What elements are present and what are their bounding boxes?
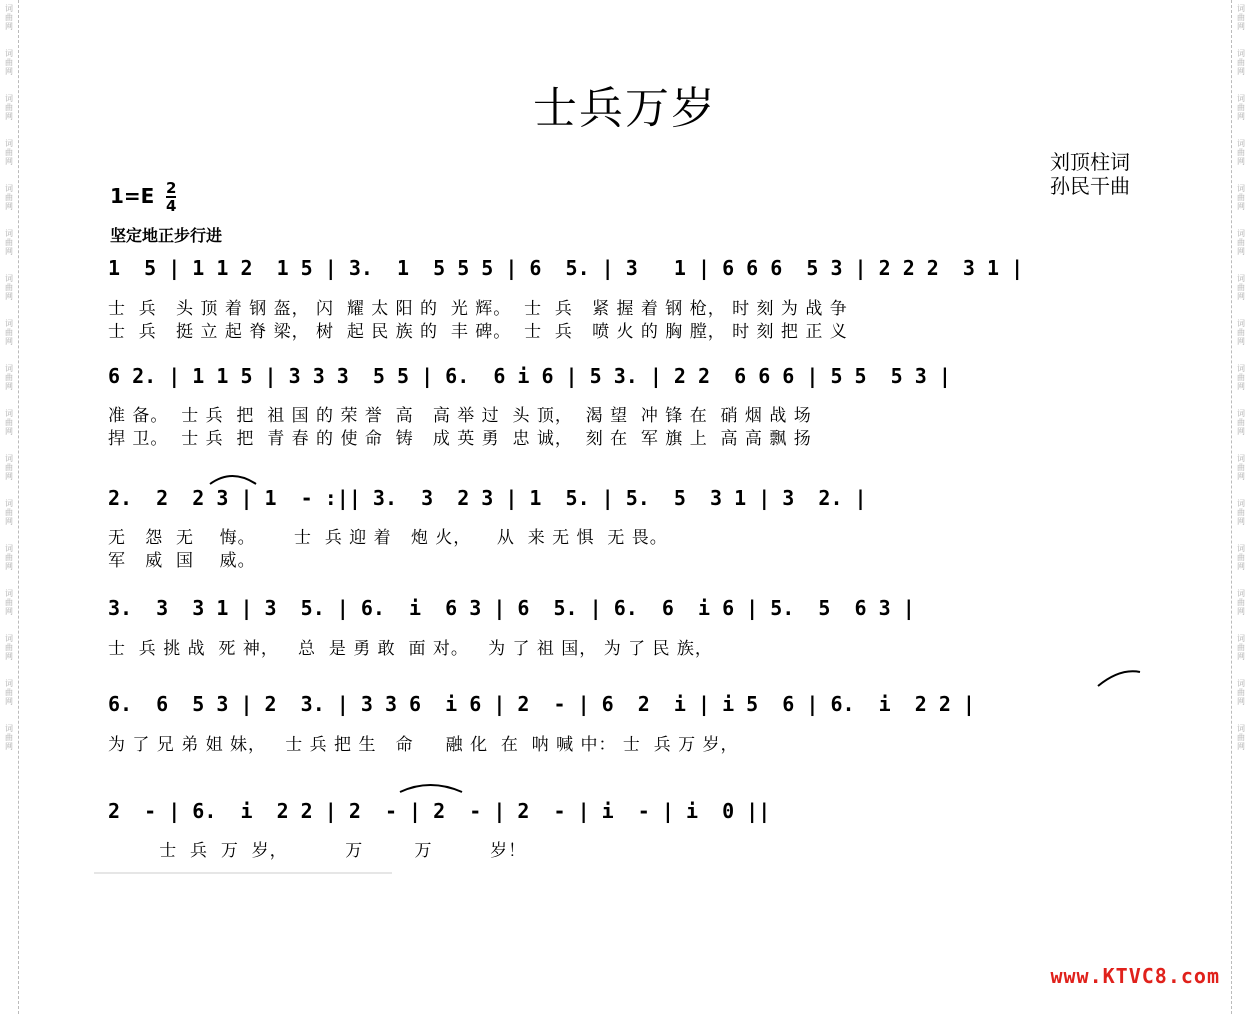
notation-line-2: 6 2. | 1 1 5 | 3 3 3 5 5 | 6. 6 i 6 | 5 3. | 2 2 6 6 6 | 5 5 5 3 | xyxy=(108,364,951,388)
slur-arc xyxy=(1098,671,1140,686)
notation-line-6: 2 - | 6. i 2 2 | 2 - | 2 - | 2 - | i - | i 0 || xyxy=(108,799,771,823)
slur-arc xyxy=(400,785,462,792)
time-signature-numerator: 2 xyxy=(166,179,177,197)
watermark-text: 词 曲 网 词 曲 网 词 曲 网 词 曲 网 词 曲 网 词 曲 网 词 曲 网 词 曲 网 词 曲 网 词 曲 网 词 曲 网 词 曲 网 词 曲 网 词 曲 网 词 曲 网 词 曲 网 词 曲 网 xyxy=(1237,4,1245,751)
composer-credit: 孙民干曲 xyxy=(1050,174,1130,198)
tempo-marking: 坚定地正步行进 xyxy=(110,226,223,245)
notation-line-1: 1 5 | 1 1 2 1 5 | 3. 1 5 5 5 | 6 5. | 3 1 | 6 6 6 5 3 | 2 2 2 3 1 | xyxy=(108,256,1024,280)
song-title: 士兵万岁 xyxy=(533,83,717,134)
lyric-line-3-verse-1: 无 怨 无 悔。 士 兵 迎 着 炮 火， 从 来 无 惧 无 畏。 xyxy=(108,528,668,548)
slur-arc xyxy=(210,476,256,484)
lyric-line-1-verse-2: 士 兵 挺 立 起 脊 梁， 树 起 民 族 的 丰 碑。 士 兵 喷 火 的 胸 膛， 时 刻 把 正 义 xyxy=(108,322,848,342)
lyric-line-2-verse-2: 捍 卫。 士 兵 把 青 春 的 使 命 铸 成 英 勇 忠 诚， 刻 在 军 旗 上 高 高 飘 扬 xyxy=(108,429,812,449)
notation-line-5: 6. 6 5 3 | 2 3. | 3 3 6 i 6 | 2 - | 6 2 i | i 5 6 | 6. i 2 2 | xyxy=(108,692,975,716)
lyric-line-5-verse-1: 为 了 兄 弟 姐 妹， 士 兵 把 生 命 融 化 在 呐 喊 中： 士 兵 万 岁， xyxy=(108,735,739,755)
site-watermark: www.KTVC8.com xyxy=(1050,964,1220,988)
notation-line-4: 3. 3 3 1 | 3 5. | 6. i 6 3 | 6 5. | 6. 6 i 6 | 5. 5 6 3 | xyxy=(108,596,915,620)
lyric-line-6-verse-1: 士 兵 万 岁， 万 万 岁！ xyxy=(108,841,527,861)
lyric-line-2-verse-1: 准 备。 士 兵 把 祖 国 的 荣 誉 高 高 举 过 头 顶， 渴 望 冲 锋 在 硝 烟 战 场 xyxy=(108,406,812,426)
key-signature: 1=E xyxy=(110,184,155,208)
lyric-line-1-verse-1: 士 兵 头 顶 着 钢 盔， 闪 耀 太 阳 的 光 辉。 士 兵 紧 握 着 钢 枪， 时 刻 为 战 争 xyxy=(108,299,848,319)
lyric-line-4-verse-1: 士 兵 挑 战 死 神， 总 是 勇 敢 面 对。 为 了 祖 国， 为 了 民 族， xyxy=(108,639,713,659)
time-signature-denominator: 4 xyxy=(166,197,177,215)
lyric-line-3-verse-2: 军 威 国 威。 xyxy=(108,551,256,571)
lyricist-credit: 刘顶柱词 xyxy=(1050,150,1130,174)
notation-line-3: 2. 2 2 3 | 1 - :|| 3. 3 2 3 | 1 5. | 5. 5 3 1 | 3 2. | xyxy=(108,486,867,510)
watermark-text: 词 曲 网 词 曲 网 词 曲 网 词 曲 网 词 曲 网 词 曲 网 词 曲 网 词 曲 网 词 曲 网 词 曲 网 词 曲 网 词 曲 网 词 曲 网 词 曲 网 词 曲 网 词 曲 网 词 曲 网 xyxy=(5,4,13,751)
